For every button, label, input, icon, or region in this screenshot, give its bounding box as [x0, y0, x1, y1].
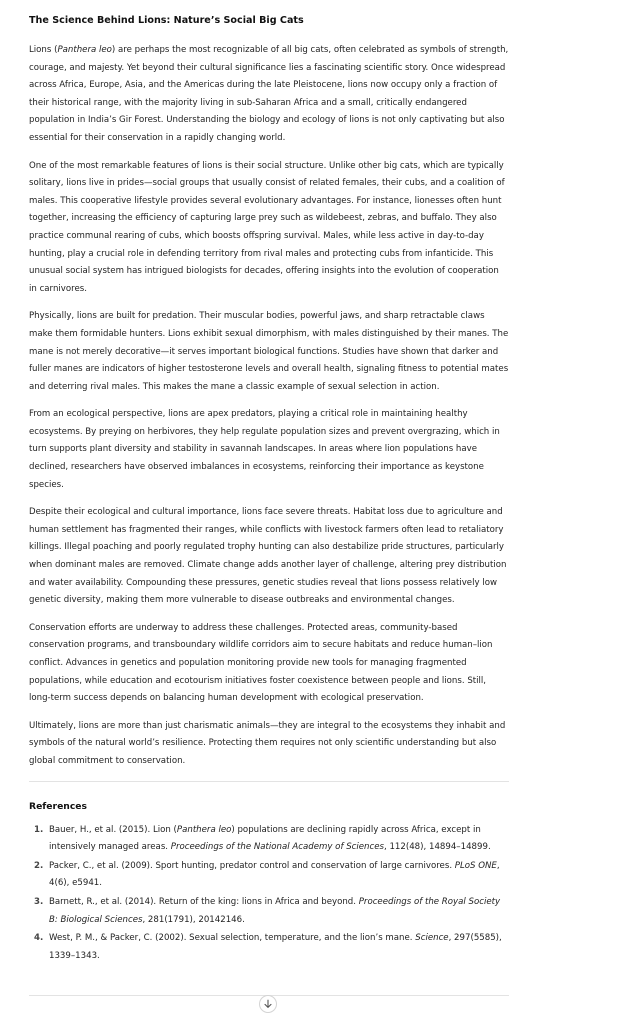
text-run: , 281(1791), 20142146.	[142, 914, 245, 925]
scroll-to-bottom-button[interactable]	[259, 995, 277, 1013]
reference-text	[49, 933, 502, 961]
text-run: One of the most remarkable features of lions is their social structure. Unlike other big cats, which are typically solitary, lions live in prides—social groups that usually consist of related females, their cubs, and a coalition of males. This cooperative lifestyle provides several evolutionary advantages. For instance, lionesses often hunt together, increasing the efficiency of capturing large prey such as wildebeest, zebras, and buffalo. They also practice communal rearing of cubs, which boosts offspring survival. Males, while less active in day-to-day hunting, play a crucial role in defending territory from rival males and protecting cubs from infanticide. This unusual social system has intrigued biologists for decades, offering insights into the evolution of cooperation in carnivores.	[29, 160, 505, 294]
text-run: Despite their ecological and cultural importance, lions face severe threats. Habitat loss due to agriculture and human settlement has fragmented their ranges, while conflicts with livestock farmers often lead to retaliatory killings. Illegal poaching and poorly regulated trophy hunting can also destabilize pride structures, particularly when dominant males are removed. Climate change adds another layer of challenge, altering prey distribution and water availability. Compounding these pressures, genetic studies reveal that lions possess relatively low genetic diversity, making them more vulnerable to disease outbreaks and environmental changes.	[29, 507, 507, 606]
paragraph	[29, 308, 509, 396]
article-body	[29, 42, 509, 771]
reference-number: 4.	[34, 933, 44, 944]
article-title: The Science Behind Lions: Nature’s Social Big Cats	[29, 15, 304, 26]
text-run: Conservation efforts are underway to address these challenges. Protected areas, community-based conservation programs, and transboundary wildlife corridors aim to secure habitats and reduce human–lion conflict. Advances in genetics and population monitoring provide new tools for managing fragmented populations, while education and ecotourism initiatives foster coexistence between people and lions. Still, long-term success depends on balancing human development with ecological preservation.	[29, 622, 493, 704]
italic-text: Panthera leo	[57, 45, 112, 55]
text-run: West, P. M., & Packer, C. (2002). Sexual selection, temperature, and the lion’s mane.	[49, 933, 416, 944]
text-run: , 4(6), e5941.	[49, 860, 500, 889]
text-run: Packer, C., et al. (2009). Sport hunting, predator control and conservation of large carnivores.	[49, 860, 455, 871]
reference-item	[29, 930, 509, 965]
paragraph	[29, 42, 509, 148]
reference-number: 1.	[34, 824, 44, 835]
text-run: ) are perhaps the most recognizable of all big cats, often celebrated as symbols of strength, courage, and majesty. Yet beyond their cultural significance lies a fascinating scientific story. Once widespread across Africa, Europe, Asia, and the Americas during the late Pleistocene, lions now occupy only a fraction of their historical range, with the majority living in sub-Saharan Africa and a small, critically endangered population in India’s Gir Forest. Understanding the biology and ecology of lions is not only captivating but also essential for their conservation in a rapidly changing world.	[29, 45, 509, 143]
text-run: From an ecological perspective, lions are apex predators, playing a critical role in maintaining healthy ecosystems. By preying on herbivores, they help regulate population sizes and prevent overgrazing, which in turn supports plant diversity and stability in savannah landscapes. In areas where lion populations have declined, researchers have observed imbalances in ecosystems, reinforcing their importance as keystone species.	[29, 409, 500, 490]
text-run: Barnett, R., et al. (2014). Return of the king: lions in Africa and beyond.	[49, 896, 359, 907]
paragraph	[29, 406, 509, 494]
reference-item	[29, 858, 509, 893]
reference-text	[49, 825, 491, 853]
references-list	[29, 822, 509, 966]
text-run: Physically, lions are built for predation. Their muscular bodies, powerful jaws, and sharp retractable claws make them formidable hunters. Lions exhibit sexual dimorphism, with males distinguished by their manes. The mane is not merely decorative—it serves important biological functions. Studies have shown that darker and fuller manes are indicators of higher testosterone levels and overall health, signaling fitness to potential mates and deterring rival males. This makes the mane a classic example of sexual selection in action.	[29, 311, 509, 392]
italic-text: Proceedings of the Royal Society B: Biological Sciences	[49, 896, 501, 925]
text-run: Ultimately, lions are more than just charismatic animals—they are integral to the ecosystems they inhabit and symbols of the natural world’s resilience. Protecting them requires not only scientific understanding but also global commitment to conservation.	[29, 720, 506, 766]
reference-number: 3.	[34, 896, 44, 907]
paragraph	[29, 718, 509, 771]
reference-text	[49, 861, 500, 889]
reference-item	[29, 822, 509, 857]
section-divider	[29, 781, 509, 782]
text-run: ) populations are declining rapidly across Africa, except in intensively managed areas.	[49, 824, 481, 853]
reference-text	[49, 897, 500, 925]
text-run: Lions (	[29, 45, 58, 55]
reference-number: 2.	[34, 860, 44, 871]
text-run: Bauer, H., et al. (2015). Lion (	[49, 824, 177, 835]
references-heading: References	[29, 800, 87, 812]
italic-text: Panthera leo	[176, 824, 232, 835]
paragraph	[29, 158, 509, 299]
arrow-down-icon	[263, 999, 273, 1009]
text-run: , 297(5585), 1339–1343.	[49, 933, 502, 961]
article	[29, 14, 509, 966]
italic-text: PLoS ONE	[454, 860, 497, 871]
italic-text: Proceedings of the National Academy of Sciences	[170, 842, 384, 853]
italic-text: Science	[415, 933, 449, 944]
paragraph	[29, 504, 509, 610]
text-run: , 112(48), 14894–14899.	[384, 842, 491, 853]
paragraph	[29, 620, 509, 708]
reference-item	[29, 894, 509, 929]
